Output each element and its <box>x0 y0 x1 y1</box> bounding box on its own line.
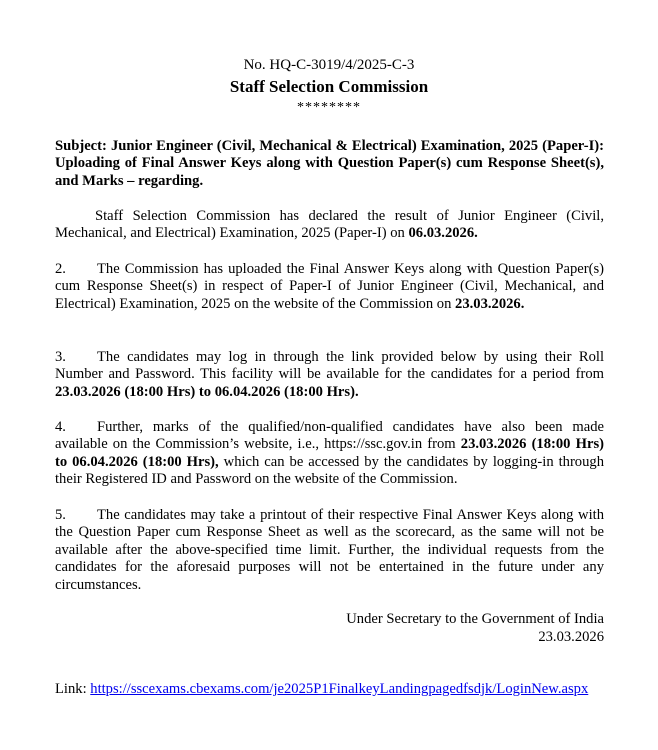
paragraph-1 <box>55 208 604 243</box>
paragraph-5-number: 5. <box>55 507 66 523</box>
reference-number: No. HQ-C-3019/4/2025-C-3 <box>243 57 415 73</box>
link-label: Link: <box>55 681 91 697</box>
signatory-designation: Under Secretary to the Government of India <box>346 611 604 627</box>
login-link[interactable]: https://sscexams.cbexams.com/je2025P1FinalkeyLandingpagedfsdjk/LoginNew.aspx <box>90 681 589 697</box>
paragraph-4 <box>55 419 604 489</box>
subject-line: Subject: Junior Engineer (Civil, Mechanical & Electrical) Examination, 2025 (Paper-I): Uploading of Final Answer Keys along with Question Paper(s) cum Response Sheet(s), and Marks – regarding. <box>55 138 604 189</box>
link-line <box>55 681 588 698</box>
paragraph-5 <box>55 507 604 594</box>
organization-title: Staff Selection Commission <box>229 77 429 96</box>
signature-date: 23.03.2026 <box>538 629 604 645</box>
paragraph-3-period: 23.03.2026 (18:00 Hrs) to 06.04.2026 (18:00 Hrs). <box>55 383 359 400</box>
paragraph-4-text-a: Further, marks of the qualified/non-qualified candidates have also been made available on the Commission’s website, i.e., https://ssc.gov.in from <box>55 419 604 453</box>
paragraph-1-date: 06.03.2026. <box>408 225 478 242</box>
paragraph-3-text: The candidates may log in through the link provided below by using their Roll Number and Password. This facility will be available for the candidates for a period from <box>55 349 604 383</box>
paragraph-2-number: 2. <box>55 261 66 277</box>
stars-divider: ******** <box>297 100 361 115</box>
paragraph-3-number: 3. <box>55 349 66 365</box>
paragraph-5-text: The candidates may take a printout of their respective Final Answer Keys along with the Question Paper cum Response Sheet as well as the scorecard, as the same will not be available after the above-specified time limit. Further, the individual requests from the candidates for the aforesaid purposes will not be entertained in the future under any circumstances. <box>55 507 604 593</box>
paragraph-2-date: 23.03.2026. <box>455 295 525 312</box>
paragraph-3 <box>55 349 604 401</box>
paragraph-1-text: Staff Selection Commission has declared the result of Junior Engineer (Civil, Mechanical, and Electrical) Examination, 2025 (Paper-I) on <box>55 208 604 242</box>
paragraph-2-text: The Commission has uploaded the Final Answer Keys along with Question Paper(s) cum Response Sheet(s) in respect of Paper-I of Junior Engineer (Civil, Mechanical, and Electrical) Examination, 2025 on the website of the Commission on <box>55 261 604 312</box>
paragraph-4-period: 23.03.2026 (18:00 Hrs) to 06.04.2026 (18:00 Hrs), <box>55 436 604 470</box>
paragraph-4-number: 4. <box>55 419 66 435</box>
paragraph-4-text-b: which can be accessed by the candidates by logging-in through their Registered ID and Password on the website of the Commission. <box>55 453 604 488</box>
paragraph-2 <box>55 261 604 313</box>
